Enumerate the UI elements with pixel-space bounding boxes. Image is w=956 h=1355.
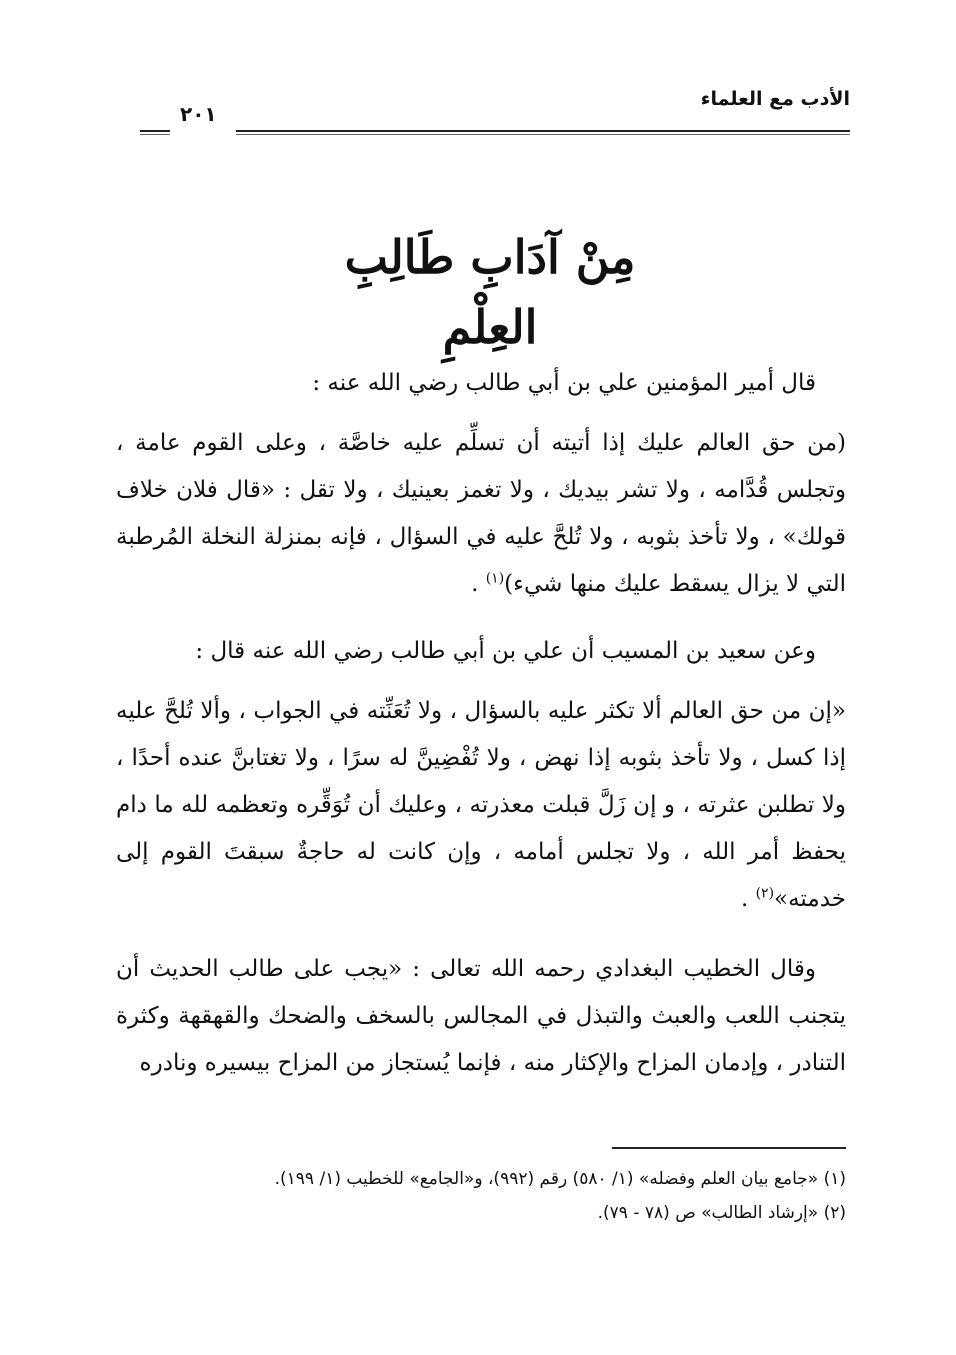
footnote-ref-2: (٢) [755,885,775,902]
footnote-item: (٢) «إرشاد الطالب» ص (٧٨ - ٧٩). [597,1203,846,1223]
running-header [140,88,850,138]
paragraph-text: «إن من حق العالم ألا تكثر عليه بالسؤال ، ولا تُعَنِّته في الجواب ، وألا تُلحَّ عليه إذا كسل ، ولا تأخذ بثوبه إذا نهض ، ولا تُفْضِينَّ له سرًا ، ولا تغتابنَّ عنده أحدًا ، ولا تطلبن عثرته ، و إن زَلَّ قبلت معذرته ، وعليك أن تُوَقِّره وتعظمه لله ما دام يحفظ أمر الله ، ولا تجلس أمامه ، وإن كانت له حاجةٌ سبقتَ القوم إلى خدمته» [116,698,846,912]
page-number: ٢٠١ [180,102,217,126]
running-title: الأدب مع العلماء [700,88,850,110]
header-rule-short [140,130,170,135]
paragraph-quote-ali [116,420,846,608]
end-punctuation: . [471,571,479,597]
paragraph-text: (من حق العالم عليك إذا أتيته أن تسلِّم عليه خاصَّة ، وعلى القوم عامة ، وتجلس قُدَّامه ، ولا تشر بيديك ، ولا تغمز بعينيك ، ولا تقل : «قال فلان خلاف قولك» ، ولا تأخذ بثوبه ، ولا تُلحَّ عليه في السؤال ، فإنه بمنزلة النخلة المُرطبة التي لا يزال يسقط عليك منها شيء) [116,430,846,597]
paragraph-narration: وعن سعيد بن المسيب أن علي بن أبي طالب رضي الله عنه قال : [195,638,816,664]
header-rule [236,130,850,135]
paragraph-khatib: وقال الخطيب البغدادي رحمه الله تعالى : «يجب على طالب الحديث أن يتجنب اللعب والعبث والتبذل في المجالس بالسخف والضحك والقهقهة وكثرة التنادر ، وإدمان المزاح والإكثار منه ، فإنما يُستجاز من المزاح بيسيره ونادره [116,956,846,1076]
footnotes [116,1162,846,1230]
footnote-item: (١) «جامع بيان العلم وفضله» (١/ ٥٨٠) رقم (٩٩٢)، و«الجامع» للخطيب (١/ ١٩٩). [274,1169,846,1189]
paragraph-quote-said [116,688,846,923]
end-punctuation: . [740,886,749,912]
footnote-ref-1: (١) [485,570,505,587]
chapter-title: مِنْ آدَابِ طَالِبِ العِلْمِ [344,230,636,354]
footnote-divider [612,1147,846,1149]
paragraph-intro: قال أمير المؤمنين علي بن أبي طالب رضي الله عنه : [312,370,816,396]
